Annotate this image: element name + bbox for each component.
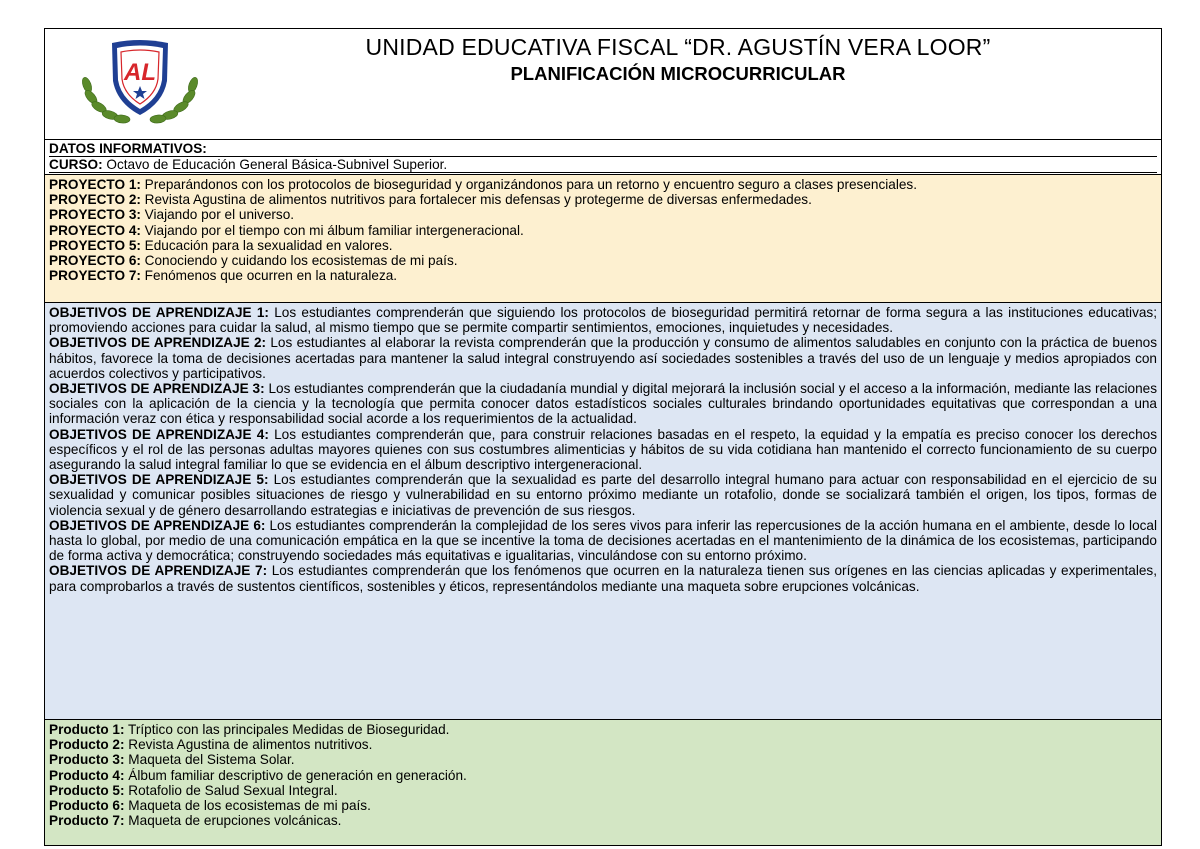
producto-item: Producto 4: Álbum familiar descriptivo de generación en generación. bbox=[49, 767, 467, 783]
objetivos-section bbox=[45, 302, 1161, 719]
proyecto-item: PROYECTO 2: Revista Agustina de alimentos nutritivos para fortalecer mis defensas y protegerme de diversas enfermedades. bbox=[49, 192, 812, 208]
proyecto-item: PROYECTO 6: Conociendo y cuidando los ecosistemas de mi país. bbox=[49, 253, 458, 269]
school-logo-icon bbox=[75, 33, 205, 129]
proyecto-item: PROYECTO 4: Viajando por el tiempo con mi álbum familiar intergeneracional. bbox=[49, 222, 524, 238]
page-subtitle: PLANIFICACIÓN MICROCURRICULAR bbox=[510, 63, 846, 84]
curso-line bbox=[49, 157, 1157, 173]
objetivo-item: OBJETIVOS DE APRENDIZAJE 5: Los estudiantes comprenderán que la sexualidad es parte del desarrollo integral humano para actuar con responsabilidad en el ejercicio de su sexualidad y comunicar posibles situaciones de riesgo y vulnerabilidad en su entorno próximo mediante un rotafolio, donde se socializará también el origen, los tipos, formas de violencia sexual y de género desarrollando estrategias e iniciativas de prevención de sus riesgos. bbox=[49, 472, 1157, 518]
datos-section bbox=[45, 141, 1161, 173]
objetivo-item: OBJETIVOS DE APRENDIZAJE 3: Los estudiantes comprenderán que la ciudadanía mundial y digital mejorará la inclusión social y el acceso a la información, mediante las relaciones sociales con la aplicación de la ciencia y la tecnología que permita conocer datos estadísticos sociales culturales brindando oportunidades equitativas que correspondan a una información veraz con ética y responsabilidad social acorde a los requerimientos de la actualidad. bbox=[49, 381, 1158, 427]
datos-heading: DATOS INFORMATIVOS: bbox=[49, 141, 1157, 157]
proyectos-section bbox=[45, 174, 1161, 302]
productos-section bbox=[45, 719, 1161, 845]
producto-item: Producto 7: Maqueta de erupciones volcánicas. bbox=[49, 813, 342, 829]
proyecto-item: PROYECTO 5: Educación para la sexualidad en valores. bbox=[49, 237, 393, 253]
objetivo-item: OBJETIVOS DE APRENDIZAJE 6: Los estudiantes comprenderán la complejidad de los seres vivos para inferir las repercusiones de la acción humana en el ambiente, desde lo local hasta lo global, por medio de una comunicación empática en la que se incentive la toma de decisiones acertadas en el mantenimiento de la dinámica de los ecosistemas, participando de forma activa y democrática; construyendo sociedades más equitativas e igualitarias, vinculándose con su entorno próximo. bbox=[49, 517, 1158, 564]
page-title: UNIDAD EDUCATIVA FISCAL “DR. AGUSTÍN VERA LOOR” bbox=[365, 34, 991, 60]
producto-item: Producto 6: Maqueta de los ecosistemas de mi país. bbox=[49, 798, 371, 814]
proyecto-item: PROYECTO 1: Preparándonos con los protocolos de bioseguridad y organizándonos para un retorno y encuentro seguro a clases presenciales. bbox=[49, 177, 917, 192]
logo-text: AL bbox=[124, 59, 156, 86]
proyecto-item: PROYECTO 7: Fenómenos que ocurren en la naturaleza. bbox=[49, 268, 398, 284]
curso-label: CURSO: bbox=[49, 157, 103, 173]
objetivo-item: OBJETIVOS DE APRENDIZAJE 4: Los estudiantes comprenderán que, para construir relaciones basadas en el respeto, la equidad y la empatía es preciso conocer los derechos específicos y el rol de las personas adultas mayores quienes con sus costumbres alimenticias y hábitos de su vida cotidiana han mantenido el correcto funcionamiento de su cuerpo asegurando la salud integral familiar lo que se evidencia en el álbum descriptivo intergeneracional. bbox=[49, 426, 1157, 473]
producto-item: Producto 2: Revista Agustina de alimentos nutritivos. bbox=[49, 737, 373, 753]
objetivo-item: OBJETIVOS DE APRENDIZAJE 7: Los estudiantes comprenderán que los fenómenos que ocurren en la naturaleza tienen sus orígenes en las ciencias aplicadas y experimentales, para comprobarlos a través de sustentos científicos, sostenibles y éticos, representándolos mediante una maqueta sobre erupciones volcánicas. bbox=[49, 563, 1157, 594]
producto-item: Producto 1: Tríptico con las principales Medidas de Bioseguridad. bbox=[49, 722, 450, 737]
producto-item: Producto 5: Rotafolio de Salud Sexual Integral. bbox=[49, 782, 338, 798]
document-header bbox=[45, 29, 1161, 140]
objetivo-item: OBJETIVOS DE APRENDIZAJE 1: Los estudiantes comprenderán que siguiendo los protocolos de bioseguridad permitirá retornar de forma segura a las instituciones educativas; promoviendo acciones para cuidar la salud, al mismo tiempo que se permite compartir sentimientos, emociones, inquietudes y necesidades. bbox=[49, 305, 1158, 336]
producto-item: Producto 3: Maqueta del Sistema Solar. bbox=[49, 752, 295, 768]
objetivo-item: OBJETIVOS DE APRENDIZAJE 2: Los estudiantes al elaborar la revista comprenderán que la producción y consumo de alimentos saludables en conjunto con la práctica de buenos hábitos, favorece la toma de decisiones acertadas para mantener la salud integral construyendo así sociedades sostenibles a través del uso de un lenguaje y medios apropiados con acuerdos colectivos y participativos. bbox=[49, 335, 1157, 381]
document-frame bbox=[44, 28, 1162, 846]
proyecto-item: PROYECTO 3: Viajando por el universo. bbox=[49, 207, 295, 223]
curso-value: Octavo de Educación General Básica-Subnivel Superior. bbox=[102, 157, 448, 173]
